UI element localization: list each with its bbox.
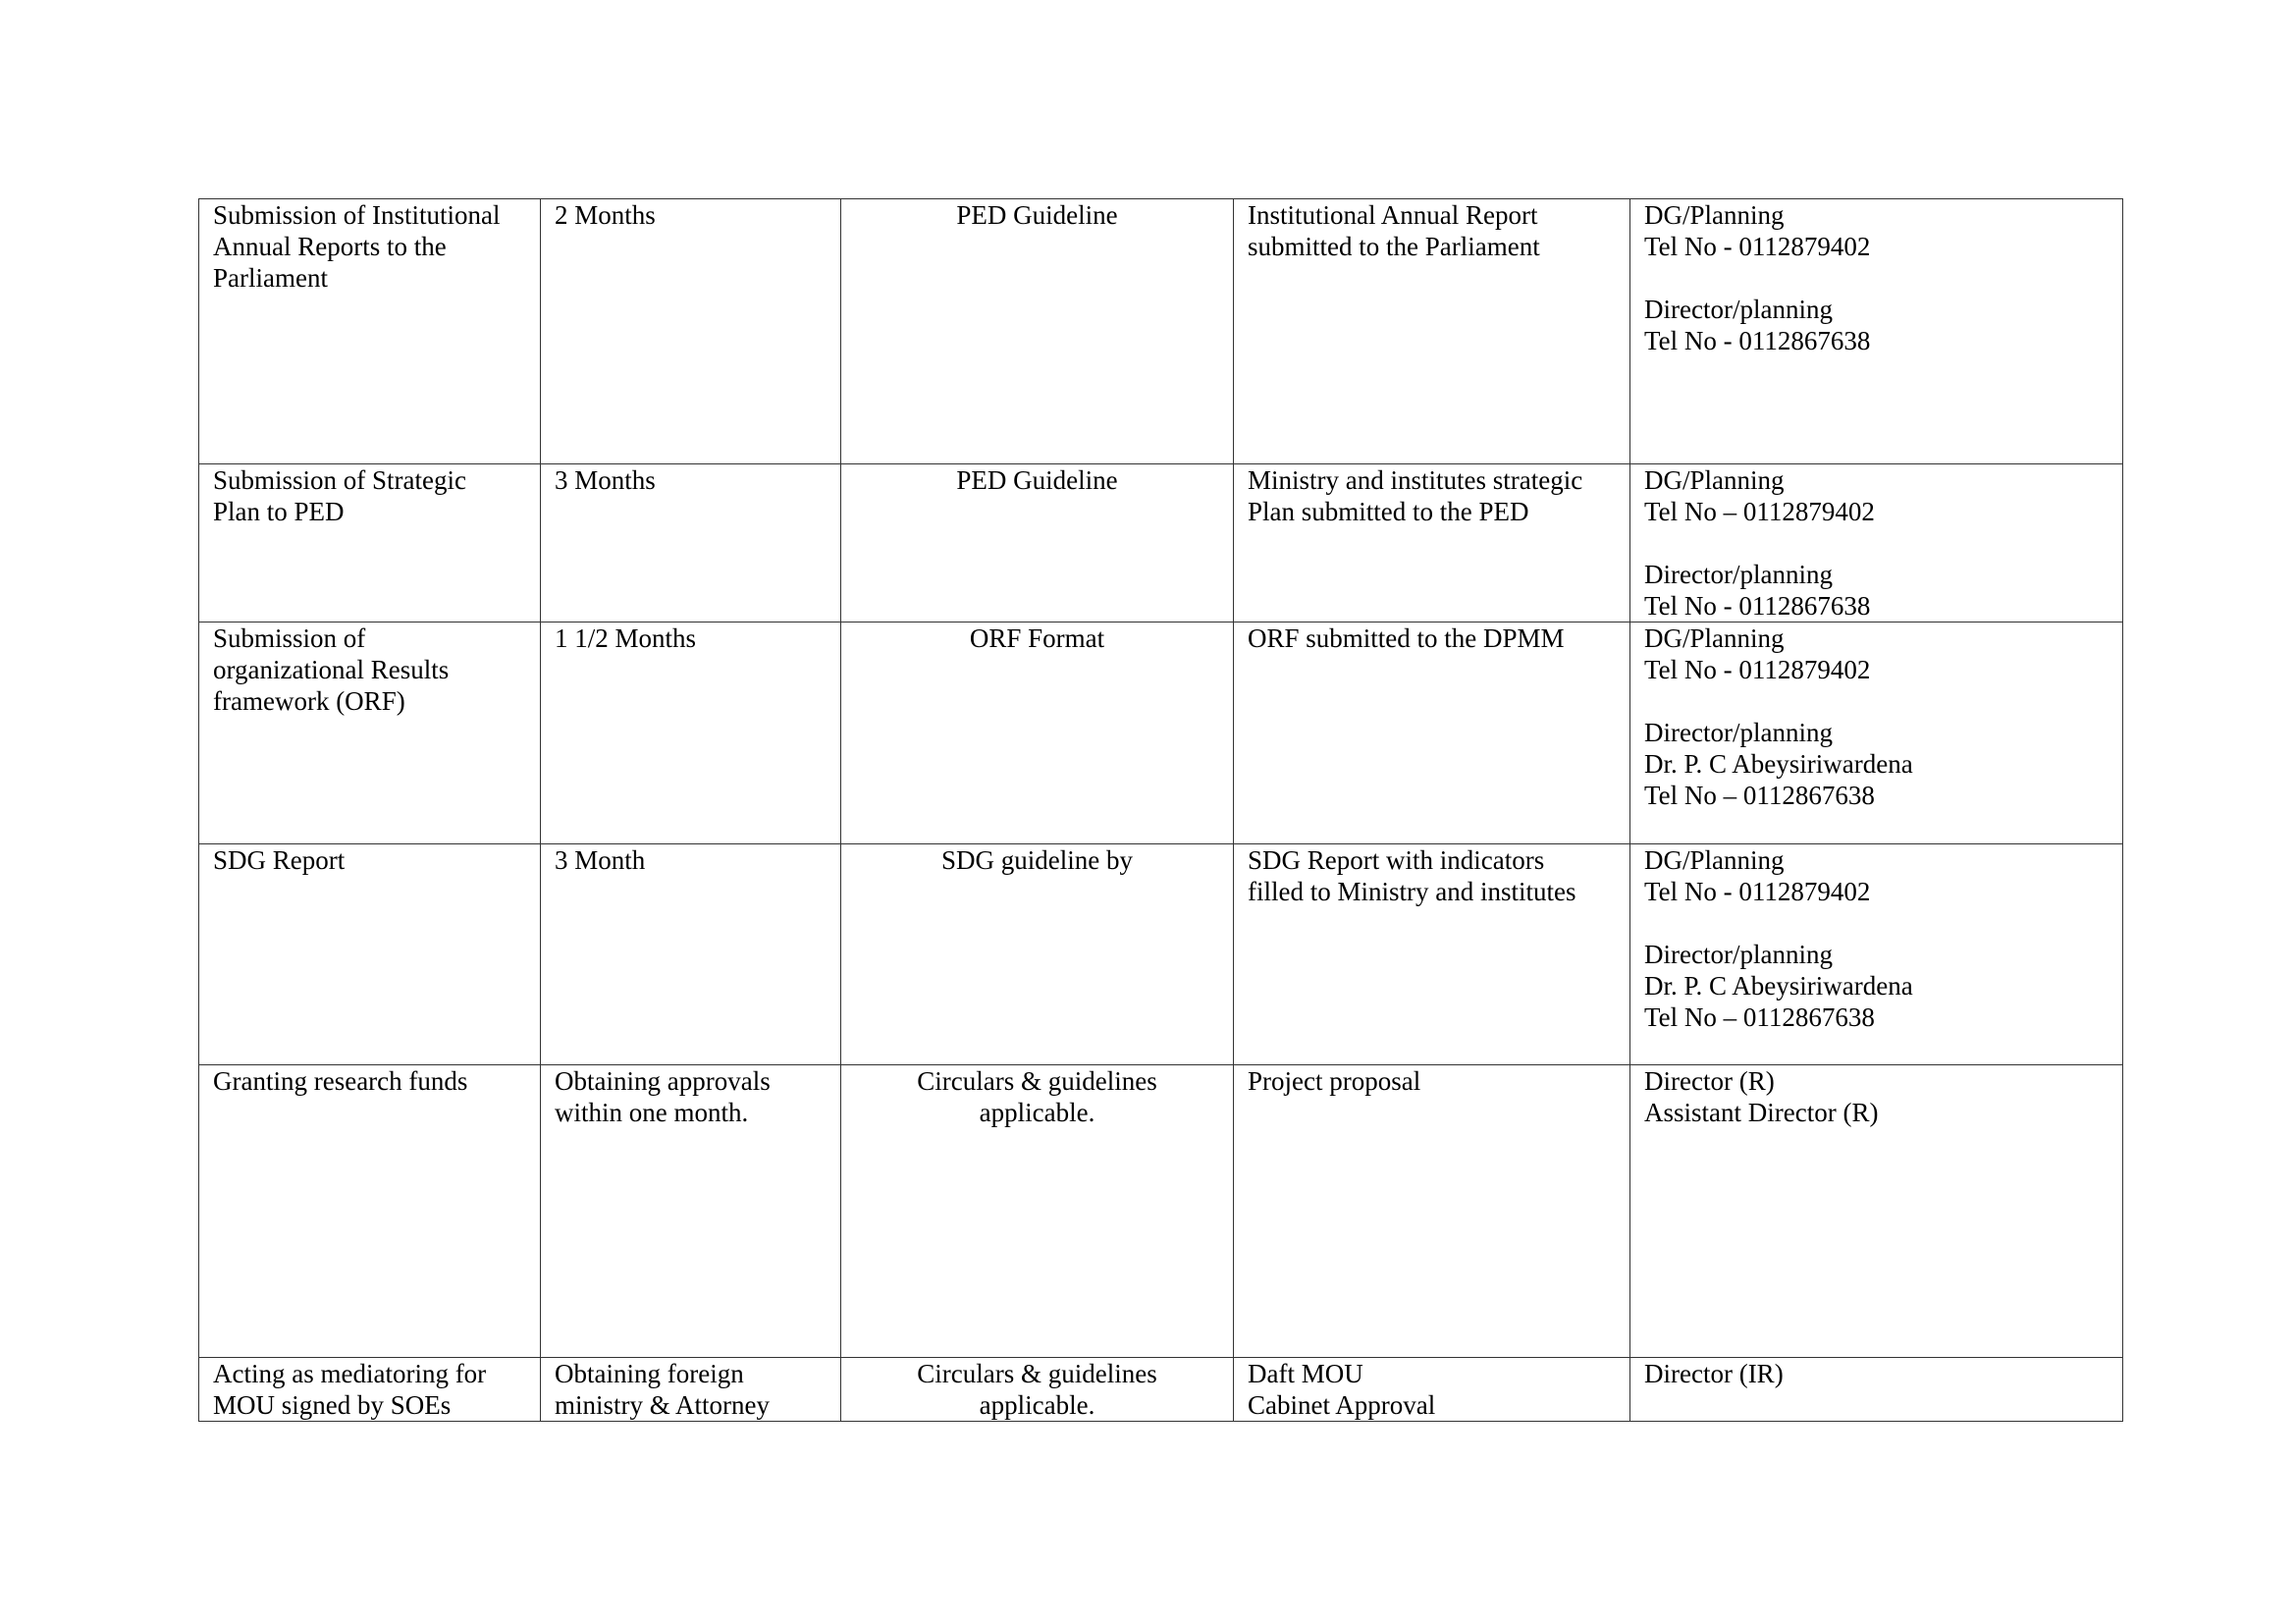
contact-cell xyxy=(1630,199,2123,464)
time-cell xyxy=(541,1065,841,1358)
output-line: Daft MOU xyxy=(1248,1359,1363,1388)
time-cell xyxy=(541,1358,841,1422)
guideline-line: SDG guideline by xyxy=(941,845,1133,875)
service-cell xyxy=(199,623,541,844)
contact-line: Tel No - 0112879402 xyxy=(1644,877,1871,906)
output-line: Ministry and institutes strategic xyxy=(1248,465,1583,495)
time-line: 2 Months xyxy=(555,200,656,230)
time-line: 3 Months xyxy=(555,465,656,495)
contact-line: Tel No – 0112867638 xyxy=(1644,781,1875,810)
time-line: Obtaining approvals xyxy=(555,1066,771,1096)
contact-line: DG/Planning xyxy=(1644,623,1785,653)
time-line: 1 1/2 Months xyxy=(555,623,697,653)
service-line: Submission of Institutional xyxy=(213,200,501,230)
output-line: submitted to the Parliament xyxy=(1248,232,1540,261)
services-table xyxy=(198,198,2123,1422)
contact-line xyxy=(1644,527,2109,559)
time-cell xyxy=(541,623,841,844)
service-cell xyxy=(199,1358,541,1422)
contact-line xyxy=(1644,262,2109,294)
guideline-line: Circulars & guidelines xyxy=(917,1066,1157,1096)
contact-line: DG/Planning xyxy=(1644,845,1785,875)
contact-line: DG/Planning xyxy=(1644,200,1785,230)
table-row xyxy=(199,1358,2123,1422)
output-cell xyxy=(1234,1358,1630,1422)
guideline-cell xyxy=(841,199,1234,464)
contact-line: Director (IR) xyxy=(1644,1359,1784,1388)
table-row xyxy=(199,199,2123,464)
output-line: SDG Report with indicators xyxy=(1248,845,1545,875)
contact-line: Director (R) xyxy=(1644,1066,1775,1096)
service-cell xyxy=(199,844,541,1065)
contact-line: Tel No - 0112879402 xyxy=(1644,232,1871,261)
output-line: filled to Ministry and institutes xyxy=(1248,877,1576,906)
output-cell xyxy=(1234,623,1630,844)
service-cell xyxy=(199,199,541,464)
time-cell xyxy=(541,199,841,464)
service-line: framework (ORF) xyxy=(213,686,405,716)
guideline-cell xyxy=(841,1065,1234,1358)
contact-line: Director/planning xyxy=(1644,295,1833,324)
output-line: Cabinet Approval xyxy=(1248,1390,1436,1420)
contact-line: Director/planning xyxy=(1644,940,1833,969)
contact-line xyxy=(1644,685,2109,717)
service-line: Parliament xyxy=(213,263,328,293)
service-line: SDG Report xyxy=(213,845,346,875)
guideline-cell xyxy=(841,464,1234,623)
contact-line: Tel No – 0112867638 xyxy=(1644,1002,1875,1032)
table-row xyxy=(199,1065,2123,1358)
contact-cell xyxy=(1630,623,2123,844)
time-line: ministry & Attorney xyxy=(555,1390,770,1420)
time-line: within one month. xyxy=(555,1098,749,1127)
table-row xyxy=(199,623,2123,844)
time-line: 3 Month xyxy=(555,845,646,875)
guideline-line: PED Guideline xyxy=(956,200,1118,230)
guideline-line: applicable. xyxy=(979,1098,1095,1127)
contact-line: Tel No - 0112879402 xyxy=(1644,655,1871,684)
contact-line: Dr. P. C Abeysiriwardena xyxy=(1644,749,1913,779)
output-line: Plan submitted to the PED xyxy=(1248,497,1529,526)
contact-line: Director/planning xyxy=(1644,718,1833,747)
output-cell xyxy=(1234,844,1630,1065)
guideline-line: ORF Format xyxy=(969,623,1105,653)
service-line: MOU signed by SOEs xyxy=(213,1390,452,1420)
contact-cell xyxy=(1630,844,2123,1065)
service-line: Acting as mediatoring for xyxy=(213,1359,487,1388)
contact-line: Director/planning xyxy=(1644,560,1833,589)
output-line: Institutional Annual Report xyxy=(1248,200,1538,230)
time-cell xyxy=(541,464,841,623)
contact-line: Dr. P. C Abeysiriwardena xyxy=(1644,971,1913,1001)
service-line: organizational Results xyxy=(213,655,450,684)
contact-line: DG/Planning xyxy=(1644,465,1785,495)
table-row xyxy=(199,844,2123,1065)
service-line: Annual Reports to the xyxy=(213,232,447,261)
service-line: Granting research funds xyxy=(213,1066,468,1096)
contact-line: Tel No - 0112867638 xyxy=(1644,326,1871,355)
output-line: Project proposal xyxy=(1248,1066,1421,1096)
output-cell xyxy=(1234,464,1630,623)
output-cell xyxy=(1234,1065,1630,1358)
contact-line xyxy=(1644,907,2109,939)
table-row xyxy=(199,464,2123,623)
contact-cell xyxy=(1630,1065,2123,1358)
guideline-line: PED Guideline xyxy=(956,465,1118,495)
service-cell xyxy=(199,464,541,623)
output-cell xyxy=(1234,199,1630,464)
guideline-cell xyxy=(841,844,1234,1065)
guideline-cell xyxy=(841,623,1234,844)
guideline-line: applicable. xyxy=(979,1390,1095,1420)
contact-cell xyxy=(1630,464,2123,623)
table-body xyxy=(199,199,2123,1422)
guideline-cell xyxy=(841,1358,1234,1422)
time-cell xyxy=(541,844,841,1065)
contact-line: Assistant Director (R) xyxy=(1644,1098,1879,1127)
contact-cell xyxy=(1630,1358,2123,1422)
guideline-line: Circulars & guidelines xyxy=(917,1359,1157,1388)
service-line: Plan to PED xyxy=(213,497,345,526)
output-line: ORF submitted to the DPMM xyxy=(1248,623,1565,653)
contact-line: Tel No - 0112867638 xyxy=(1644,591,1871,621)
service-line: Submission of xyxy=(213,623,366,653)
contact-line: Tel No – 0112879402 xyxy=(1644,497,1875,526)
service-line: Submission of Strategic xyxy=(213,465,466,495)
time-line: Obtaining foreign xyxy=(555,1359,744,1388)
service-cell xyxy=(199,1065,541,1358)
